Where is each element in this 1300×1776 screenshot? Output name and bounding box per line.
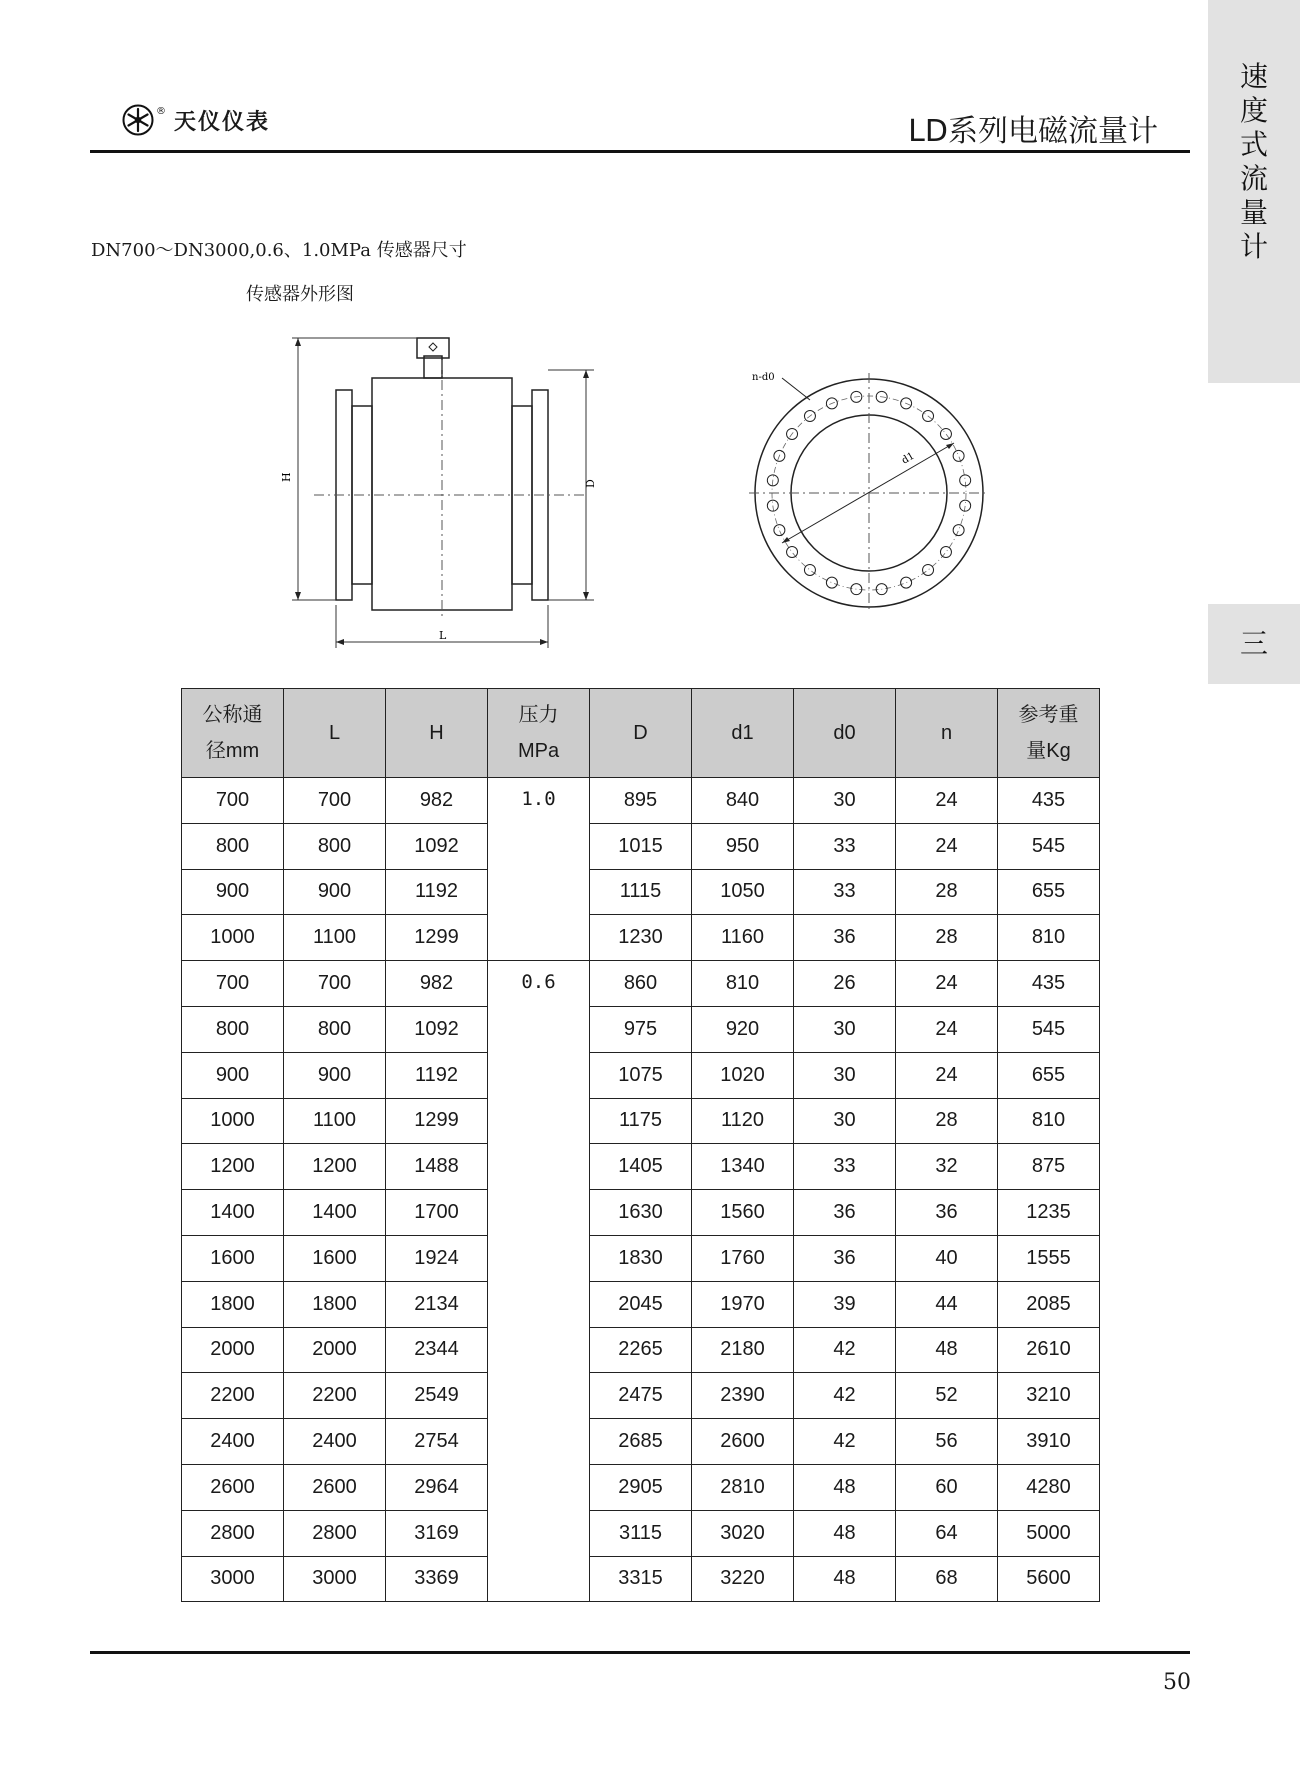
table-cell: 1192 [386,1052,488,1098]
table-cell: 2265 [590,1327,692,1373]
column-header: L [284,689,386,778]
table-cell: 982 [386,961,488,1007]
column-header: d1 [692,689,794,778]
table-cell: 68 [896,1556,998,1602]
table-cell: 1092 [386,823,488,869]
table-cell: 1405 [590,1144,692,1190]
table-cell: 3169 [386,1510,488,1556]
table-cell: 900 [284,869,386,915]
table-cell: 1830 [590,1235,692,1281]
table-cell: 1299 [386,915,488,961]
bolt-hole [953,525,964,536]
table-cell: 800 [182,1006,284,1052]
table-row [182,778,1100,824]
bolt-hole [940,428,951,439]
table-cell: 33 [794,823,896,869]
table-cell: 2200 [182,1373,284,1419]
table-cell: 1100 [284,1098,386,1144]
column-header: 压力 MPa [488,689,590,778]
category-char: 速 [1239,60,1268,93]
bolt-hole [804,564,815,575]
table-cell: 1200 [284,1144,386,1190]
table-cell: 1175 [590,1098,692,1144]
table-cell: 36 [896,1190,998,1236]
table-cell: 700 [182,961,284,1007]
table-cell: 3000 [182,1556,284,1602]
table-cell: 36 [794,1235,896,1281]
table-cell: 800 [182,823,284,869]
table-cell: 42 [794,1419,896,1465]
table-cell: 1560 [692,1190,794,1236]
table-cell: 2964 [386,1464,488,1510]
table-row [182,1052,1100,1098]
bolt-hole [923,564,934,575]
table-cell: 32 [896,1144,998,1190]
table-cell: 860 [590,961,692,1007]
table-cell: 3315 [590,1556,692,1602]
table-cell: 900 [182,1052,284,1098]
table-cell: 2475 [590,1373,692,1419]
table-cell: 545 [998,823,1100,869]
table-cell: 1630 [590,1190,692,1236]
table-row [182,869,1100,915]
snowflake-logo-icon [122,104,154,136]
bolt-hole [953,450,964,461]
spec-title: DN700～DN3000,0.6、1.0MPa 传感器尺寸 [91,240,467,261]
table-cell: 545 [998,1006,1100,1052]
table-cell: 39 [794,1281,896,1327]
dimension-table [181,688,1100,1602]
table-cell: 64 [896,1510,998,1556]
table-cell: 1020 [692,1052,794,1098]
page-number: 50 [1163,1670,1191,1695]
table-cell: 28 [896,869,998,915]
bolt-hole [826,577,837,588]
table-cell: 36 [794,915,896,961]
table-cell: 2810 [692,1464,794,1510]
table-cell: 2549 [386,1373,488,1419]
table-cell: 2000 [182,1327,284,1373]
table-cell: 1600 [182,1235,284,1281]
table-cell: 1100 [284,915,386,961]
table-row [182,1556,1100,1602]
table-cell: 875 [998,1144,1100,1190]
table-row [182,1144,1100,1190]
table-cell: 1488 [386,1144,488,1190]
table-cell: 60 [896,1464,998,1510]
table-cell: 40 [896,1235,998,1281]
table-cell: 2610 [998,1327,1100,1373]
table-cell: 4280 [998,1464,1100,1510]
table-cell: 3000 [284,1556,386,1602]
table-cell: 1230 [590,915,692,961]
table-cell: 42 [794,1327,896,1373]
table-cell: 810 [692,961,794,1007]
category-char: 计 [1239,230,1268,263]
table-cell: 2754 [386,1419,488,1465]
table-cell: 1924 [386,1235,488,1281]
category-char: 度 [1239,94,1268,127]
dimension-label-nd0: n-d0 [752,372,775,383]
category-char: 式 [1239,128,1268,161]
table-cell: 700 [284,778,386,824]
table-cell: 48 [794,1556,896,1602]
table-cell: 1075 [590,1052,692,1098]
table-cell: 2600 [284,1464,386,1510]
table-cell: 2390 [692,1373,794,1419]
page-header-title: LD系列电磁流量计 [908,114,1158,149]
brand-name: 天仪仪表 [174,108,271,135]
table-cell: 810 [998,1098,1100,1144]
table-cell: 1299 [386,1098,488,1144]
table-cell: 48 [896,1327,998,1373]
table-cell: 2800 [284,1510,386,1556]
dimension-label-l: L [439,629,447,642]
bolt-hole [787,547,798,558]
junction-box [417,338,449,358]
table-cell: 2344 [386,1327,488,1373]
table-cell: 30 [794,1006,896,1052]
table-cell: 2600 [182,1464,284,1510]
table-cell: 30 [794,778,896,824]
side-tab-category [1208,0,1300,383]
bolt-hole [960,475,971,486]
brand-logo [122,104,270,136]
table-row [182,1510,1100,1556]
drawing-caption: 传感器外形图 [246,284,354,305]
table-row [182,1419,1100,1465]
table-cell: 1050 [692,869,794,915]
table-cell: 33 [794,869,896,915]
table-cell: 800 [284,1006,386,1052]
sensor-side-view-drawing [280,330,614,655]
dimension-label-d1: d1 [900,450,917,467]
column-header: 参考重 量Kg [998,689,1100,778]
table-row [182,1281,1100,1327]
bolt-hole [960,500,971,511]
table-cell: 2800 [182,1510,284,1556]
table-cell: 5000 [998,1510,1100,1556]
table-cell: 975 [590,1006,692,1052]
table-cell: 30 [794,1098,896,1144]
table-cell: 3115 [590,1510,692,1556]
table-cell: 48 [794,1464,896,1510]
table-cell: 2000 [284,1327,386,1373]
table-cell: 2400 [284,1419,386,1465]
registered-mark: ® [156,105,166,117]
table-cell: 36 [794,1190,896,1236]
table-row [182,1098,1100,1144]
table-row [182,1464,1100,1510]
column-header: D [590,689,692,778]
pressure-cell: 1.0 [488,778,590,961]
table-cell: 920 [692,1006,794,1052]
table-cell: 24 [896,961,998,1007]
bolt-hole [774,525,785,536]
table-cell: 2134 [386,1281,488,1327]
table-cell: 700 [182,778,284,824]
table-cell: 950 [692,823,794,869]
table-cell: 2600 [692,1419,794,1465]
table-cell: 810 [998,915,1100,961]
table-cell: 2400 [182,1419,284,1465]
table-cell: 1760 [692,1235,794,1281]
column-header: H [386,689,488,778]
table-cell: 1192 [386,869,488,915]
table-cell: 28 [896,915,998,961]
table-cell: 700 [284,961,386,1007]
bolt-hole [940,547,951,558]
footer-divider [90,1651,1190,1654]
table-cell: 1120 [692,1098,794,1144]
table-cell: 900 [182,869,284,915]
category-char: 量 [1239,196,1268,229]
table-cell: 2905 [590,1464,692,1510]
table-cell: 3020 [692,1510,794,1556]
table-cell: 24 [896,1052,998,1098]
table-cell: 655 [998,1052,1100,1098]
table-cell: 1160 [692,915,794,961]
table-cell: 33 [794,1144,896,1190]
table-cell: 800 [284,823,386,869]
dimension-label-h: H [280,472,293,482]
column-header: d0 [794,689,896,778]
pressure-cell: 0.6 [488,961,590,1602]
table-cell: 1400 [284,1190,386,1236]
table-cell: 1200 [182,1144,284,1190]
table-row [182,961,1100,1007]
table-cell: 42 [794,1373,896,1419]
side-tab-chapter [1208,604,1300,684]
table-cell: 2085 [998,1281,1100,1327]
table-cell: 1092 [386,1006,488,1052]
junction-neck [424,356,442,378]
table-cell: 1400 [182,1190,284,1236]
table-cell: 1800 [284,1281,386,1327]
table-cell: 1800 [182,1281,284,1327]
table-row [182,1327,1100,1373]
table-cell: 435 [998,778,1100,824]
table-row [182,1235,1100,1281]
bolt-hole [923,411,934,422]
column-header: 公称通 径mm [182,689,284,778]
table-cell: 3210 [998,1373,1100,1419]
table-cell: 1235 [998,1190,1100,1236]
table-cell: 982 [386,778,488,824]
dimension-label-d: D [584,479,597,488]
table-cell: 24 [896,823,998,869]
column-header: n [896,689,998,778]
table-cell: 44 [896,1281,998,1327]
table-cell: 840 [692,778,794,824]
table-cell: 1015 [590,823,692,869]
chapter-label: 三 [1239,627,1268,660]
table-cell: 1970 [692,1281,794,1327]
category-char: 流 [1239,162,1268,195]
table-cell: 1115 [590,869,692,915]
header-divider [90,150,1190,153]
table-cell: 1600 [284,1235,386,1281]
table-row [182,1373,1100,1419]
bolt-hole [851,584,862,595]
table-row [182,915,1100,961]
table-cell: 2200 [284,1373,386,1419]
table-cell: 3220 [692,1556,794,1602]
table-row [182,1190,1100,1236]
sensor-front-view-drawing [744,368,994,618]
table-cell: 52 [896,1373,998,1419]
table-cell: 30 [794,1052,896,1098]
table-cell: 3910 [998,1419,1100,1465]
table-cell: 24 [896,778,998,824]
table-cell: 28 [896,1098,998,1144]
table-cell: 1340 [692,1144,794,1190]
table-cell: 48 [794,1510,896,1556]
table-cell: 895 [590,778,692,824]
table-cell: 5600 [998,1556,1100,1602]
table-cell: 3369 [386,1556,488,1602]
table-cell: 435 [998,961,1100,1007]
table-cell: 655 [998,869,1100,915]
table-cell: 1700 [386,1190,488,1236]
table-cell: 26 [794,961,896,1007]
table-cell: 1555 [998,1235,1100,1281]
table-header-row [182,689,1100,778]
bolt-hole [901,577,912,588]
table-row [182,823,1100,869]
table-cell: 900 [284,1052,386,1098]
table-cell: 1000 [182,915,284,961]
table-cell: 1000 [182,1098,284,1144]
table-cell: 2045 [590,1281,692,1327]
table-cell: 56 [896,1419,998,1465]
table-row [182,1006,1100,1052]
table-cell: 2180 [692,1327,794,1373]
table-cell: 24 [896,1006,998,1052]
table-cell: 2685 [590,1419,692,1465]
